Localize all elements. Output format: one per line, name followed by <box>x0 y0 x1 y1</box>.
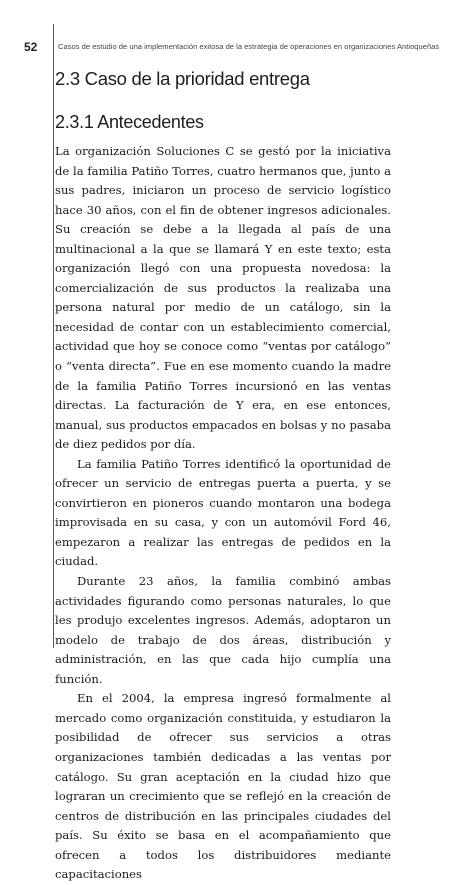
paragraph-1: La organización Soluciones C se gestó por la iniciativa de la familia Patiño Torres, cuatro hermanos que, junto a sus padres, iniciaron un proceso de servicio logístico hace 30 años, con el fin de obtener ingresos adicionales. Su creación se debe a la llegada al país de una multinacional a la que se llamará Y en este texto; esta organización llegó con una propuesta novedosa: la comercialización de sus productos la realizaba una persona natural por medio de un catálogo, sin la necesidad de contar con un establecimiento comercial, actividad que hoy se conoce como “ventas por catálogo” o “venta directa”. Fue en ese momento cuando la madre de la familia Patiño Torres incursionó en las ventas directas. La facturación de Y era, en ese entonces, manual, sus productos empacados en bolsas y no pasaba de diez pedidos por día. <box>55 144 391 452</box>
running-head: Casos de estudio de una implementación exitosa de la estrategia de operaciones en organizaciones Antioqueñas <box>58 42 440 51</box>
header-divider <box>53 24 54 648</box>
body-text <box>55 142 391 885</box>
paragraph-3: Durante 23 años, la familia combinó ambas actividades figurando como personas naturales, lo que les produjo excelentes ingresos. Además, adoptaron un modelo de trabajo de dos áreas, distribución y administración, en las que cada hijo cumplía una función. <box>55 574 391 686</box>
section-title: 2.3 Caso de la prioridad entrega <box>55 68 310 89</box>
paragraph-2: La familia Patiño Torres identificó la oportunidad de ofrecer un servicio de entregas puerta a puerta, y se convirtieron en pioneros cuando montaron una bodega improvisada en su casa, y con un automóvil Ford 46, empezaron a realizar las entregas de pedidos en la ciudad. <box>55 456 391 569</box>
page-header <box>0 38 453 54</box>
subsection-title: 2.3.1 Antecedentes <box>55 112 204 132</box>
paragraph-4: En el 2004, la empresa ingresó formalmente al mercado como organización constituida, y estudiaron la posibilidad de ofrecer sus servicios a otras organizaciones también dedicadas a las ventas por catálogo. Su gran aceptación en la ciudad hizo que lograran un crecimiento que se reflejó en la creación de centros de distribución en las principales ciudades del país. Su éxito se basa en el acompañamiento que ofrecen a todos los distribuidores mediante capacitaciones <box>55 691 391 882</box>
page-number: 52 <box>24 40 38 54</box>
